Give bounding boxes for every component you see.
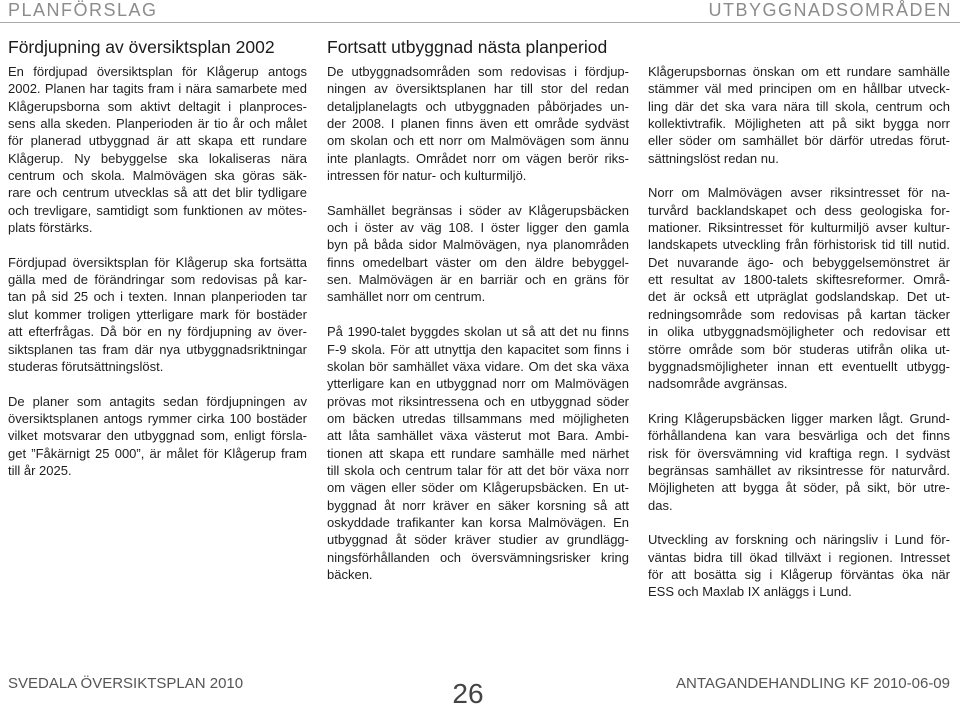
text-line: sen. Malmövägen är en barriär och en gräns för <box>327 272 629 288</box>
text-line: Det nuvarande ägo- och bebyggelsemönstret är <box>648 254 950 270</box>
paragraph <box>327 323 629 583</box>
text-line: På 1990-talet byggdes skolan ut så att det nu finns <box>327 324 629 340</box>
text-line: oskyddade trafikanter kan korsa Malmövägen. En <box>327 514 629 530</box>
text-line: översiktsplanen antogs rymmer cirka 100 bostäder <box>8 410 307 426</box>
text-line: vilket motsvarar den utbyggnad som, enligt försla- <box>8 428 307 444</box>
text-line: bäcken. <box>327 566 373 582</box>
text-line: Utveckling av forskning och näringsliv i Lund för- <box>648 532 950 548</box>
text-line: att låta samhället växa västerut mot Bara. Ambi- <box>327 428 629 444</box>
paragraph <box>648 531 950 600</box>
text-line: till skola och centrum talar för att det bör växa norr <box>327 462 629 478</box>
text-line: detaljplanelagts och utbyggnaden påbörjades un- <box>327 98 629 114</box>
paragraph <box>648 63 950 167</box>
text-line: sättningslöst redan nu. <box>648 150 779 166</box>
text-line: byn på båda sidor Malmövägen, nya planområden <box>327 237 629 253</box>
paragraph <box>8 63 307 236</box>
text-line: och trevligare, samtidigt som funktionen av mötes- <box>8 202 307 218</box>
text-line: utbyggnad åt söder kräver studier av grundlägg- <box>327 532 629 548</box>
text-line: ytterligare kan en utbyggnad norr om Malmövägen <box>327 376 629 392</box>
text-line: rare och centrum utvecklas så att det blir tydligare <box>8 185 307 201</box>
page-number: 26 <box>452 678 484 709</box>
text-line: samhället norr om centrum. <box>327 289 486 305</box>
text-line: ESS och Maxlab IX anläggs i Lund. <box>648 584 852 600</box>
paragraph <box>8 254 307 375</box>
text-line: das. <box>648 497 673 513</box>
text-line: Klågerupsborna som aktivt deltagit i planproces- <box>8 98 307 114</box>
text-line: ningsförhållanden och översvämningsrisker kring <box>327 549 629 565</box>
text-line: Kring Klågerupsbäcken ligger marken lågt. Grund- <box>648 410 950 426</box>
text-line: att efterfrågas. Då bör en ny fördjupning av över- <box>8 324 307 340</box>
footer-document-status: ANTAGANDEHANDLING KF 2010-06-09 <box>676 675 950 692</box>
text-line: nadsområde avgränsas. <box>648 376 788 392</box>
text-line: Möjligheten att bygga åt söder, på sikt, bör utre- <box>648 480 950 496</box>
text-line: byggnadsmöjligheter innan ett eventuellt utbygg- <box>648 358 950 374</box>
text-line: centrum och skola. Malmövägen ska göras säk- <box>8 168 307 184</box>
text-line: sens alla skeden. Planperioden är tio år och målet <box>8 116 307 132</box>
text-line: Fördjupad översiktsplan för Klågerup ska fortsätta <box>8 254 307 270</box>
text-line: ett resultat av 1800-talets skiftesreformer. Områ- <box>648 272 950 288</box>
text-line: Klågerupsbornas önskan om ett rundare samhälle <box>648 64 950 79</box>
text-line: siktsplanen tas fram där nya utbyggnadsriktningar <box>8 341 307 357</box>
text-line: skolan bör samhället växa vidare. Om det ska växa <box>327 358 629 374</box>
text-line: eller söder om samhället bör därför utredas förut- <box>648 133 950 149</box>
text-line: Norr om Malmövägen avser riksintresset för na- <box>648 185 950 201</box>
text-line: kollektivtrafik. Möjligheten att på sikt bygga norr <box>648 116 950 132</box>
text-line: om bäcken utredas tillsammans med möjligheten <box>327 410 629 426</box>
running-header-section: PLANFÖRSLAG <box>8 0 158 20</box>
text-line: mationer. Riksintresset för kulturmiljö avser kultur- <box>648 220 950 236</box>
text-line: ningen av översiktsplanen har till stor del redan <box>327 81 629 97</box>
text-line: gälla med de förändringar som redovisas på kar- <box>8 272 307 288</box>
text-line: redningsområde som redovisas på kartan täcker <box>648 306 950 322</box>
text-line: tan på sid 25 och i texten. Innan planperioden tar <box>8 289 307 305</box>
text-line: De planer som antagits sedan fördjupningen av <box>8 393 307 409</box>
text-line: begränsas samhället av riksintresse för naturvård. <box>648 462 950 478</box>
text-line: landskapets utveckling från förhistorisk tid till nutid. <box>648 237 950 253</box>
text-line: studeras förutsättningslöst. <box>8 358 164 374</box>
column-right-body <box>648 63 950 618</box>
text-line: till år 2025. <box>8 462 72 478</box>
text-line: 2002. Planen har tagits fram i nära samarbete med <box>8 81 307 97</box>
text-line: Samhället begränsas i söder av Klågerupsbäcken <box>327 202 629 218</box>
text-line: get ”Fåkärnigt 25 000”, är målet för Klågerup fram <box>8 445 307 461</box>
running-header-topic: UTBYGGNADSOMRÅDEN <box>708 0 952 20</box>
text-line: F-9 skola. För att utnyttja den kapacitet som finns i <box>327 341 629 357</box>
text-line: in olika utbyggnadsmöjligheter och redovisar ett <box>648 324 950 340</box>
text-line: det är också ett utpräglat godslandskap. Det ut- <box>648 289 950 305</box>
section-heading: Fortsatt utbyggnad nästa planperiod <box>327 37 608 57</box>
text-line: En fördjupad översiktsplan för Klågerup antogs <box>8 64 307 79</box>
text-line: Klågerup. Ny bebyggelse ska lokaliseras nära <box>8 150 307 166</box>
text-line: De utbyggnadsområden som redovisas i fördjup- <box>327 64 629 79</box>
text-line: om skolan och ett norr om Malmövägen som ännu <box>327 133 629 149</box>
text-line: plats förstärks. <box>8 220 93 236</box>
paragraph <box>327 202 629 306</box>
column-left-body <box>8 63 307 497</box>
paragraph <box>8 393 307 480</box>
text-line: inte planlagts. Området norr om vägen berör riks- <box>327 150 629 166</box>
text-line: tionen att skapa ett rundare samhälle med närhet <box>327 445 629 461</box>
text-line: finns omedelbart väster om den äldre bebyggel- <box>327 254 629 270</box>
text-line: om vägen eller söder om Klågerupsbäcken. En ut- <box>327 480 629 496</box>
paragraph <box>327 63 629 184</box>
text-line: byggnad åt norr kräver en säker korsning så att <box>327 497 629 513</box>
paragraph <box>648 184 950 392</box>
text-line: och i öster av väg 108. I öster ligger den gamla <box>327 220 629 236</box>
footer-document-title: SVEDALA ÖVERSIKTSPLAN 2010 <box>8 675 244 692</box>
header-rule <box>0 22 960 23</box>
text-line: risk för översvämning vid kraftiga regn. I sydväst <box>648 445 950 461</box>
paragraph <box>648 410 950 514</box>
text-line: stämmer väl med principen om en hållbar utveck- <box>648 81 950 97</box>
text-line: för att bosätta sig i Klågerup förväntas öka när <box>648 566 950 582</box>
text-line: prövas mot riksintressena och en utbyggnad söder <box>327 393 629 409</box>
text-line: slut kommer troligen ytterligare mark för bostäder <box>8 306 307 322</box>
section-heading: Fördjupning av översiktsplan 2002 <box>8 37 275 57</box>
text-line: större område som bör studeras utifrån olika ut- <box>648 341 950 357</box>
text-line: ling där det ska vara nära till skola, centrum och <box>648 98 950 114</box>
text-line: turvård backlandskapet och dess geologiska for- <box>648 202 950 218</box>
text-line: förhållandena kan vara besvärliga och det finns <box>648 428 950 444</box>
column-middle-body <box>327 63 629 601</box>
text-line: der 2008. I planen finns även ett område sydväst <box>327 116 629 132</box>
text-line: intressen för natur- och kulturmiljö. <box>327 168 527 184</box>
text-line: för planerad utbyggnad är att skapa ett rundare <box>8 133 307 149</box>
text-line: väntas bidra till ökad tillväxt i regionen. Intresset <box>648 549 950 565</box>
